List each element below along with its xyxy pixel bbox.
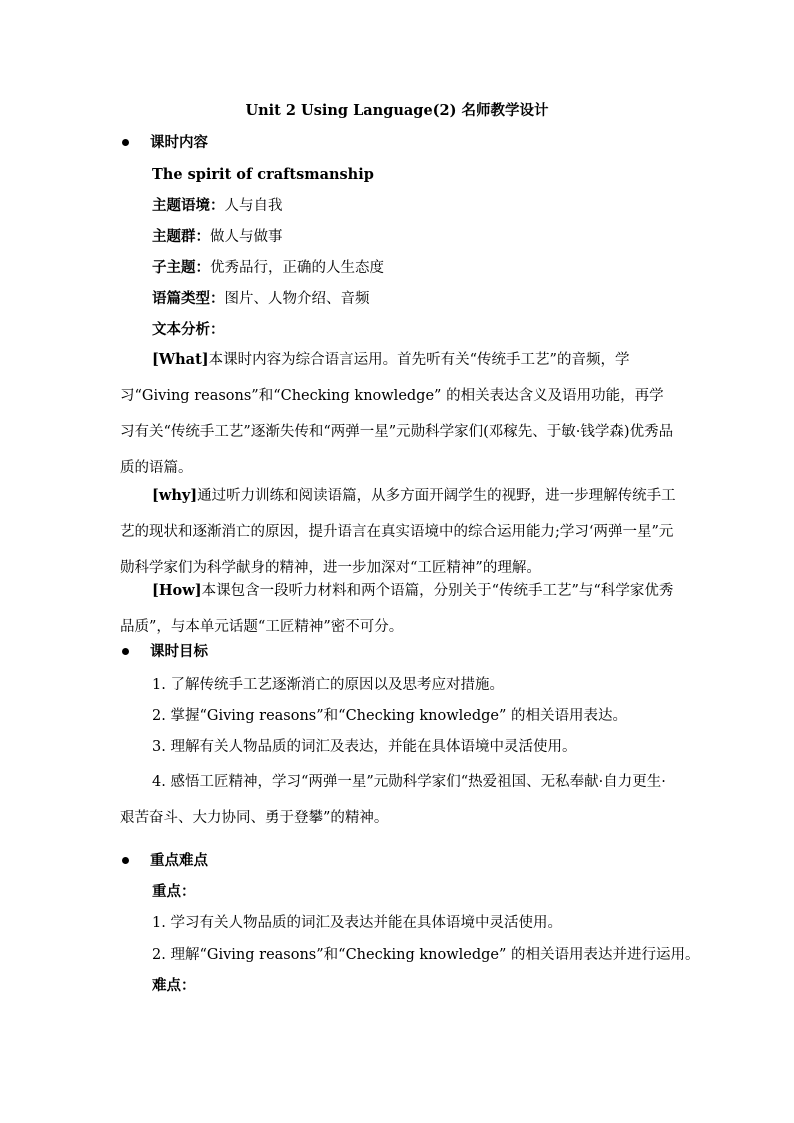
what-paragraph: [What]本课时内容为综合语言运用。首先听有关“传统手工艺”的音频，学习“Giving reasons”和“Checking knowledge” 的相关表达含义及语用功能，再学习有关“传统手工艺”逐渐失传和“两弹一星”元勋科学家们(邓稼先、于敏·钱学森)优秀品质的语篇。 bbox=[120, 351, 674, 476]
bullet-icon bbox=[122, 857, 129, 864]
info-row: 主题群：做人与做事 bbox=[152, 228, 283, 245]
bullet-icon bbox=[122, 139, 129, 146]
objective-item: 2. 掌握“Giving reasons”和“Checking knowledge” 的相关语用表达。 bbox=[152, 708, 628, 724]
page-title: Unit 2 Using Language(2) 名师教学设计 bbox=[245, 102, 549, 119]
why-paragraph: [why]通过听力训练和阅读语篇，从多方面开阔学生的视野，进一步理解传统手工艺的现状和逐渐消亡的原因，提升语言在真实语境中的综合运用能力;学习‘两弹一星”元勋科学家们为科学献身的精神，进一步加深对“工匠精神”的理解。 bbox=[120, 487, 676, 576]
key-points-label: 重点： bbox=[152, 883, 196, 900]
objective-item: 1. 了解传统手工艺逐渐消亡的原因以及思考应对措施。 bbox=[152, 677, 504, 693]
section-heading-key-points: 重点难点 bbox=[150, 852, 208, 869]
difficult-points-label: 难点： bbox=[152, 977, 196, 994]
bullet-icon bbox=[122, 648, 129, 655]
section-heading-objectives: 课时目标 bbox=[150, 643, 208, 660]
info-row: 语篇类型：图片、人物介绍、音频 bbox=[152, 290, 370, 307]
info-row: 子主题：优秀品行，正确的人生态度 bbox=[152, 259, 384, 276]
how-paragraph: [How]本课包含一段听力材料和两个语篇，分别关于“传统手工艺”与“科学家优秀品质”，与本单元话题“工匠精神”密不可分。 bbox=[120, 582, 674, 635]
info-row: 主题语境：人与自我 bbox=[152, 197, 283, 214]
key-point-item: 2. 理解“Giving reasons”和“Checking knowledge” 的相关语用表达并进行运用。 bbox=[152, 947, 700, 963]
lesson-subtitle: The spirit of craftsmanship bbox=[152, 166, 374, 183]
objective-item: 4. 感悟工匠精神，学习“两弹一星”元勋科学家们“热爱祖国、无私奉献·自力更生·艰苦奋斗、大力协同、勇于登攀”的精神。 bbox=[120, 774, 666, 826]
objective-item: 3. 理解有关人物品质的词汇及表达，并能在具体语境中灵活使用。 bbox=[152, 739, 577, 755]
key-point-item: 1. 学习有关人物品质的词汇及表达并能在具体语境中灵活使用。 bbox=[152, 915, 562, 931]
analysis-label: 文本分析： bbox=[152, 321, 225, 338]
section-heading-content: 课时内容 bbox=[150, 134, 208, 151]
